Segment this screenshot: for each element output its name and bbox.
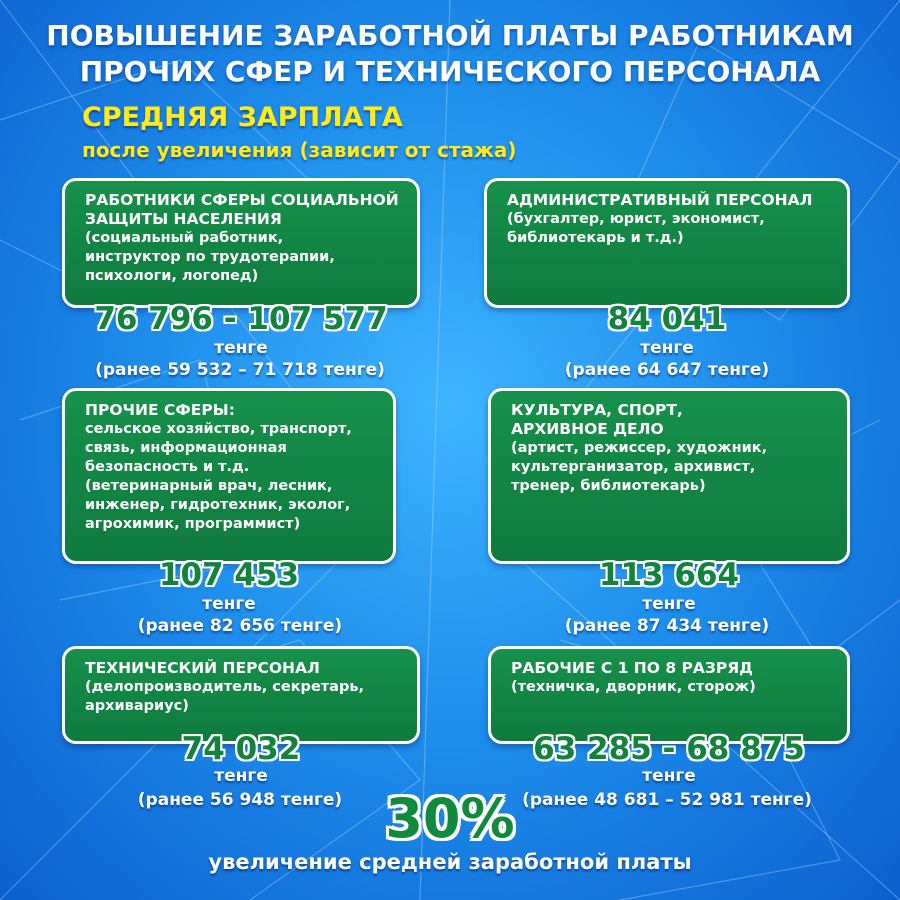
card-description: сельское хозяйство, транспорт, связь, информационная безопасность и т.д. (ветеринарный врач, лесник, инженер, гидротехник, эколог, агрохимик, программист) [85,421,352,532]
previous-salary: (ранее 64 647 тенге) [564,360,770,380]
page-title [0,18,900,90]
subtitle-note: после увеличения (зависит от стажа) [82,138,517,162]
card-heading: РАБОТНИКИ СФЕРЫ СОЦИАЛЬНОЙ ЗАЩИТЫ НАСЕЛЕНИЯ [85,191,399,228]
currency-label: тенге [214,338,268,358]
salary-amount: 84 041 [607,301,727,337]
card-description: (делопроизводитель, секретарь, архивариус) [85,679,365,714]
card-heading: ТЕХНИЧЕСКИЙ ПЕРСОНАЛ [85,659,320,677]
salary-amount: 107 453 [158,557,300,593]
currency-label: тенге [214,766,268,786]
increase-percent: 30% [385,787,515,850]
salary-amount: 76 796 - 107 577 [94,301,388,337]
salary-amount: 74 032 [181,731,301,767]
card-technical-staff [62,646,420,744]
card-description: (социальный работник, инструктор по трудотерапии, психологи, логопед) [85,230,335,284]
subtitle: СРЕДНЯЯ ЗАРПЛАТА [82,102,403,133]
title-line-1: ПОВЫШЕНИЕ ЗАРАБОТНОЙ ПЛАТЫ РАБОТНИКАМ [46,19,854,52]
previous-salary: (ранее 56 948 тенге) [137,790,343,810]
card-culture-sport [488,388,850,564]
card-other-spheres [62,388,396,564]
card-social-protection [62,178,420,308]
currency-label: тенге [642,594,696,614]
card-description: (артист, режиссер, художник, культерганизатор, архивист, тренер, библиотекарь) [511,440,768,494]
currency-label: тенге [202,594,256,614]
previous-salary: (ранее 48 681 – 52 981 тенге) [522,790,812,810]
title-line-2: ПРОЧИХ СФЕР И ТЕХНИЧЕСКОГО ПЕРСОНАЛА [79,55,821,88]
salary-amount: 63 285 - 68 875 [533,731,805,767]
card-description: (техничка, дворник, сторож) [511,679,756,695]
card-description: (бухгалтер, юрист, экономист, библиотекарь и т.д.) [507,211,765,246]
card-workers-grades [488,646,850,744]
previous-salary: (ранее 59 532 – 71 718 тенге) [95,360,385,380]
increase-label: увеличение средней заработной платы [208,850,692,874]
currency-label: тенге [642,766,696,786]
card-heading: РАБОЧИЕ С 1 ПО 8 РАЗРЯД [511,659,753,677]
previous-salary: (ранее 87 434 тенге) [564,616,770,636]
previous-salary: (ранее 82 656 тенге) [137,616,343,636]
card-heading: КУЛЬТУРА, СПОРТ, АРХИВНОЕ ДЕЛО [511,401,683,438]
card-administrative [484,178,850,308]
currency-label: тенге [640,338,694,358]
card-heading: АДМИНИСТРАТИВНЫЙ ПЕРСОНАЛ [507,191,813,209]
card-heading: ПРОЧИЕ СФЕРЫ: [85,401,235,419]
salary-amount: 113 664 [598,557,740,593]
